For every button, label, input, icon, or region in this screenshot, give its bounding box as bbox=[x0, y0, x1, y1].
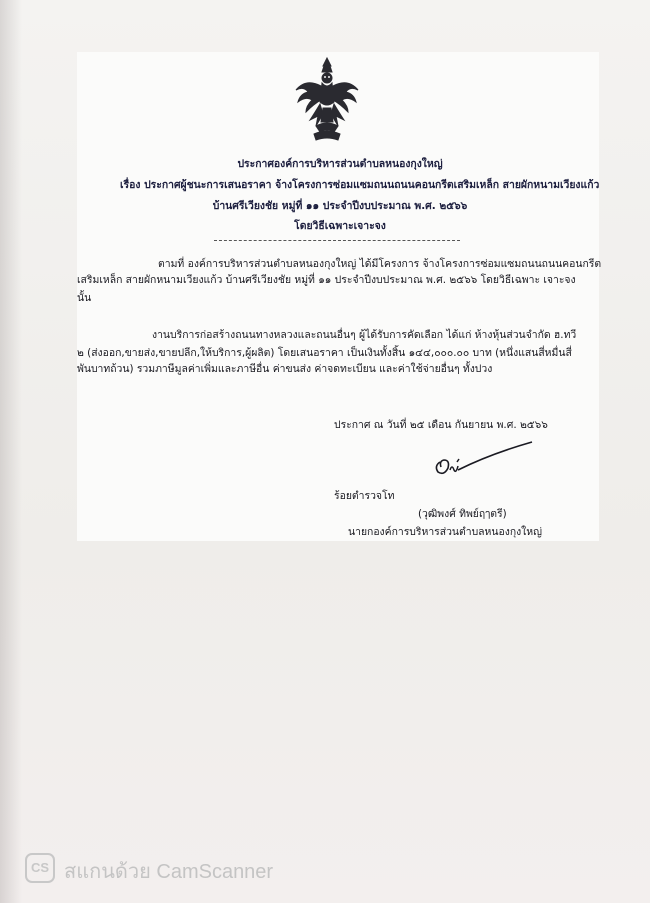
subject-line: เรื่อง ประกาศผู้ชนะการเสนอราคา จ้างโครงการซ่อมแซมถนนถนนคอนกรีตเสริมเหล็ก สายผักหนามเวียงแก้ว bbox=[120, 179, 600, 191]
paragraph-2-line-1: งานบริการก่อสร้างถนนทางหลวงและถนนอื่นๆ ผู้ได้รับการคัดเลือก ได้แก่ ห้างหุ้นส่วนจำกัด ฮ.ทวี bbox=[152, 329, 577, 341]
paragraph-1-line-3: นั้น bbox=[77, 292, 92, 304]
paragraph-1-line-1: ตามที่ องค์การบริหารส่วนตำบลหนองกุงใหญ่ ได้มีโครงการ จ้างโครงการซ่อมแซมถนนถนนคอนกรีต bbox=[158, 258, 602, 270]
paragraph-1-line-2: เสริมเหล็ก สายผักหนามเวียงแก้ว บ้านศรีเวียงชัย หมู่ที่ ๑๑ ประจำปีงบประมาณ พ.ศ. ๒๕๖๖ โดยวิธีเฉพาะ เจาะจง bbox=[77, 274, 576, 286]
dashed-divider bbox=[214, 240, 460, 241]
camscanner-watermark: สแกนด้วย CamScanner bbox=[64, 861, 274, 883]
signer-name: (วุฒิพงศ์ ทิพย์ฤๅตรี) bbox=[418, 508, 507, 520]
page-edge-shadow bbox=[0, 0, 22, 903]
announcement-date: ประกาศ ณ วันที่ ๒๕ เดือน กันยายน พ.ศ. ๒๕๖๖ bbox=[334, 419, 548, 431]
camscanner-logo-icon: CS bbox=[25, 853, 55, 883]
paragraph-2-line-2: ๒ (ส่งออก,ขายส่ง,ขายปลีก,ให้บริการ,ผู้ผลิต) โดยเสนอราคา เป็นเงินทั้งสิ้น ๑๔๔,๐๐๐.๐๐ บาท (หนึ่งแสนสี่หมื่นสี่ bbox=[77, 347, 572, 359]
garuda-emblem-icon bbox=[292, 56, 362, 144]
procurement-method: โดยวิธีเฉพาะเจาะจง bbox=[294, 220, 386, 232]
signer-rank: ร้อยตำรวจโท bbox=[334, 490, 395, 502]
announcement-title: ประกาศองค์การบริหารส่วนตำบลหนองกุงใหญ่ bbox=[237, 158, 443, 170]
signer-position: นายกองค์การบริหารส่วนตำบลหนองกุงใหญ่ bbox=[348, 526, 542, 538]
handwritten-signature-icon bbox=[430, 440, 534, 484]
subject-line-2: บ้านศรีเวียงชัย หมู่ที่ ๑๑ ประจำปีงบประมาณ พ.ศ. ๒๕๖๖ bbox=[212, 200, 468, 212]
paragraph-2-line-3: พันบาทถ้วน) รวมภาษีมูลค่าเพิ่มและภาษีอื่น ค่าขนส่ง ค่าจดทะเบียน และค่าใช้จ่ายอื่นๆ ทั้งปวง bbox=[77, 363, 493, 375]
